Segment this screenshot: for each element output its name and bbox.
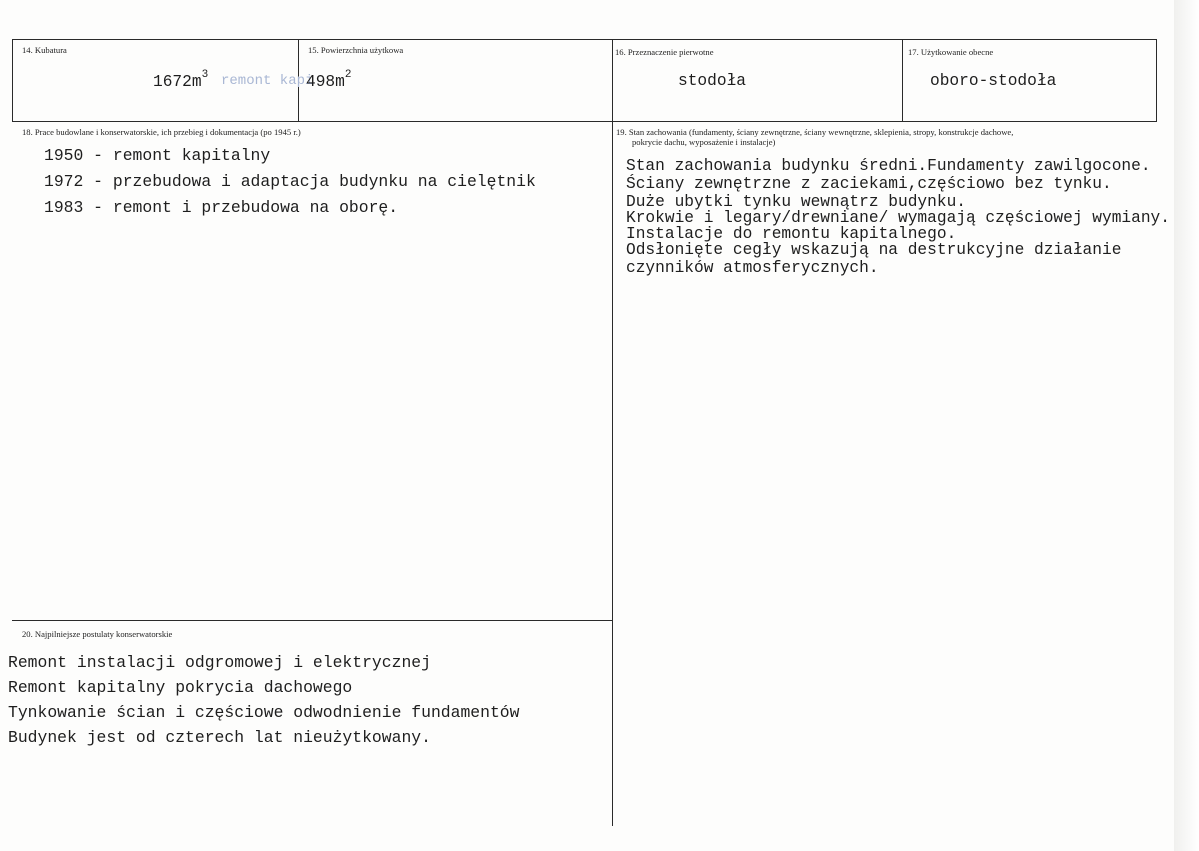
stan-line-6: Odsłonięte cegły wskazują na destrukcyjne działanie <box>626 241 1122 259</box>
stan-line-4: Krokwie i legary/drewniane/ wymagają częściowej wymiany. <box>626 209 1170 227</box>
postulaty-line-1: Remont instalacji odgromowej i elektrycznej <box>8 653 431 672</box>
kubatura-exponent: 3 <box>201 69 209 81</box>
row-divider-2 <box>12 620 613 621</box>
kubatura-value <box>153 69 209 93</box>
right-border-line <box>1156 39 1157 121</box>
stan-line-5: Instalacje do remontu kapitalnego. <box>626 225 957 243</box>
stan-label-line-2: pokrycie dachu, wyposażenie i instalacje) <box>632 137 776 147</box>
postulaty-line-3: Tynkowanie ścian i częściowe odwodnienie fundamentów <box>8 703 520 722</box>
przeznaczenie-label: 16. Przeznaczenie pierwotne <box>615 47 714 57</box>
postulaty-line-4: Budynek jest od czterech lat nieużytkowany. <box>8 728 431 747</box>
prace-line-1: 1950 - remont kapitalny <box>44 146 271 165</box>
card-edge <box>1174 0 1199 851</box>
stan-line-1: Stan zachowania budynku średni.Fundamenty zawilgocone. <box>626 157 1151 175</box>
stan-line-2: Ściany zewnętrzne z zaciekami,częściowo bez tynku. <box>626 175 1112 193</box>
kubatura-number: 1672m <box>153 73 202 91</box>
col-divider-main <box>612 39 613 826</box>
uzytkowanie-value: oboro-stodoła <box>930 72 1057 90</box>
przeznaczenie-value: stodoła <box>678 72 746 90</box>
prace-line-2: 1972 - przebudowa i adaptacja budynku na cielętnik <box>44 172 536 191</box>
top-border-line <box>12 39 1157 40</box>
stan-line-7: czynników atmosferycznych. <box>626 259 879 277</box>
powierzchnia-number: 498m <box>306 73 345 91</box>
kubatura-label: 14. Kubatura <box>22 45 67 55</box>
stan-label-line-1: 19. Stan zachowania (fundamenty, ściany zewnętrzne, ściany wewnętrzne, sklepienia, stropy, konstrukcje dachowe, <box>616 127 1014 137</box>
col-divider-16-17 <box>902 39 903 121</box>
powierzchnia-exponent: 2 <box>344 69 352 81</box>
powierzchnia-value <box>306 69 352 93</box>
powierzchnia-overlay-text: remont kapi <box>221 73 314 89</box>
postulaty-label: 20. Najpilniejsze postulaty konserwatorskie <box>22 629 173 639</box>
postulaty-line-2: Remont kapitalny pokrycia dachowego <box>8 678 353 697</box>
prace-label: 18. Prace budowlane i konserwatorskie, ich przebieg i dokumentacja (po 1945 r.) <box>22 127 301 137</box>
uzytkowanie-label: 17. Użytkowanie obecne <box>908 47 994 57</box>
stan-line-3: Duże ubytki tynku wewnątrz budynku. <box>626 193 966 211</box>
prace-line-3: 1983 - remont i przebudowa na oborę. <box>44 198 399 217</box>
left-border-line <box>12 39 13 121</box>
powierzchnia-label: 15. Powierzchnia użytkowa <box>308 45 404 55</box>
row-divider-1 <box>12 121 1157 122</box>
